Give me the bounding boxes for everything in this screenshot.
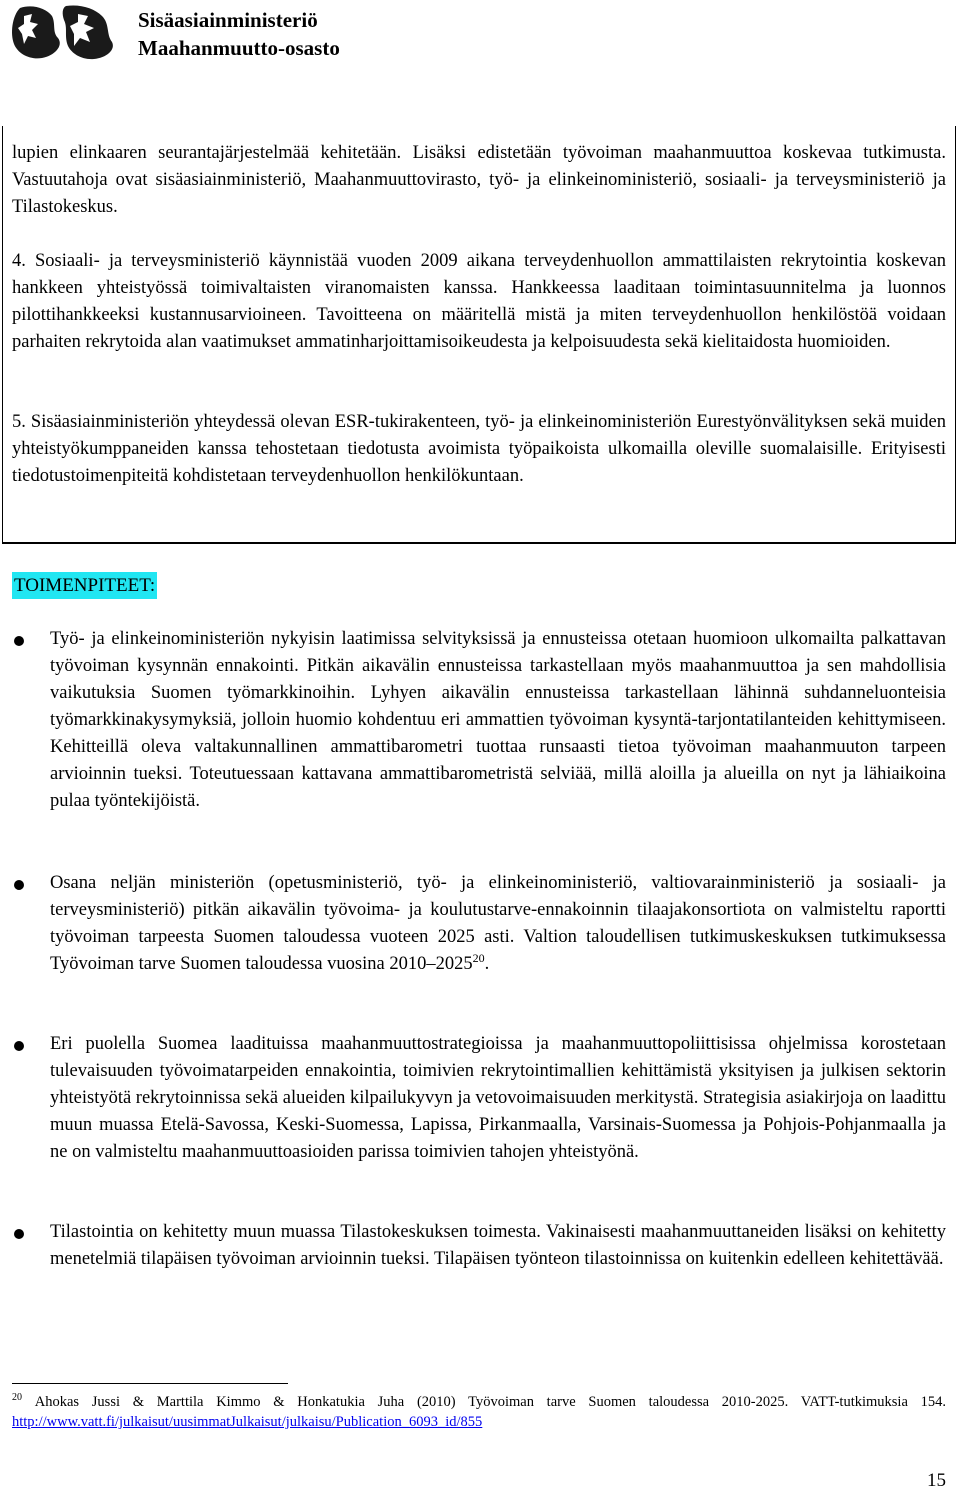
paragraph-item-5: 5. Sisäasiainministeriön yhteydessä olevan ESR-tukirakenteen, työ- ja elinkeinoministeriön Eurestyönvälityksen sekä muiden yhteistyökumppaneiden kanssa tehostetaan tiedotusta avoimista työpaikoista ulkomailla oleville suomalaisille. Erityisesti tiedotustoimenpiteitä kohdistetaan terveydenhuollon henkilökuntaan.: [12, 412, 946, 486]
bullet-item-4: Tilastointia on kehitetty muun muassa Tilastokeskuksen toimesta. Vakinaisesti maahanmuuttaneiden lisäksi on kehitetty menetelmiä tilapäisen työvoiman arvioinnin tueksi. Tilapäisen työnteon tilastoinnissa on kuitenkin edelleen kehitettävää.: [50, 1222, 946, 1269]
paragraph-item-4: 4. Sosiaali- ja terveysministeriö käynnistää vuoden 2009 aikana terveydenhuollon ammattilaisten rekrytointia koskevan hankkeen yhteistyössä toimivaltaisten viranomaisten kanssa. Hankkeessa laaditaan toimintasuunnitelma ja luonnos pilottihankkeeksi kustannusarvioineen. Tavoitteena on määritellä mistä ja miten terveydenhuollon henkilöstöä voidaan parhaiten rekrytoida alan vaatimukset ammatinharjoittamisoikeudesta ja kelpoisuudesta sekä kielitaidosta huomioiden.: [12, 251, 946, 352]
org-department: Maahanmuutto-osasto: [138, 36, 340, 60]
page-number: 15: [927, 1470, 946, 1491]
footnote-text: Ahokas Jussi & Marttila Kimmo & Honkatukia Juha (2010) Työvoiman tarve Suomen taloudessa 2010-2025. VATT-tutkimuksia 154.: [34, 1394, 947, 1410]
footnote: [12, 1392, 946, 1432]
bullet-item-2-end: .: [484, 954, 490, 974]
bullet-icon: [14, 880, 24, 890]
bullet-icon: [14, 1041, 24, 1051]
footnote-divider: [12, 1383, 288, 1384]
org-ministry: Sisäasiainministeriö: [138, 8, 318, 32]
footnote-number: 20: [12, 1392, 22, 1404]
paragraph-intro: lupien elinkaaren seurantajärjestelmää kehitetään. Lisäksi edistetään työvoiman maahanmuuttoa koskevaa tutkimusta. Vastuutahoja ovat sisäasiainministeriö, Maahanmuuttovirasto, työ- ja elinkeinoministeriö, sosiaali- ja terveysministeriö ja Tilastokeskus.: [12, 143, 946, 217]
ministry-logo: [2, 2, 128, 62]
bullet-item-1: Työ- ja elinkeinoministeriön nykyisin laatimissa selvityksissä ja ennusteissa otetaan huomioon ulkomailta palkattavan työvoiman kysynnän ennakointi. Pitkän aikavälin ennusteissa tarkastellaan myös maahanmuuttoa ja sen mahdollisia vaikutuksia Suomen työmarkkinoihin. Lyhyen aikavälin ennusteissa tarkastellaan lähinnä suhdanneluonteisia työmarkkinakysymyksiä, jolloin huomio kohdentuu eri ammattien työvoiman kysyntä-tarjontatilanteiden kehittymiseen. Kehitteillä oleva valtakunnallinen ammattibarometri tuottaa runsaasti tietoa työvoiman maahanmuuton tarpeen arvioinnin tueksi. Toteutuessaan kattavana ammattibarometristä selviää, millä aloilla ja alueilla on nyt ja lähiaikoina pulaa työntekijöistä.: [50, 629, 946, 811]
bullet-item-2-text: Osana neljän ministeriön (opetusministeriö, työ- ja elinkeinoministeriö, valtiovarainministeriö ja sosiaali- ja terveysministeriö) pitkän aikavälin työvoima- ja koulutustarve-ennakoinnin tilaajakonsortiota on valmisteltu raportti työvoiman tarpeesta Suomen taloudessa vuoteen 2025 asti. Valtion taloudellisen tutkimuskeskuksen tutkimuksessa Työvoiman tarve Suomen taloudessa vuosina 2010–2025: [50, 873, 946, 974]
organization-name: [138, 6, 340, 62]
bullet-icon: [14, 636, 24, 646]
bullet-item-2: [50, 870, 946, 978]
measures-heading: TOIMENPITEET:: [12, 572, 157, 599]
footnote-ref: 20: [472, 950, 485, 965]
bullet-item-3: Eri puolella Suomea laadituissa maahanmuuttostrategioissa ja maahanmuuttopoliittisissa ohjelmissa korostetaan tulevaisuuden työvoimatarpeiden ennakointia, toimivien rekrytointimallien kehittämistä yksityisen ja julkisen sektorin yhteistyötä rekrytoinnissa sekä alueiden kilpailukyvyn ja vetovoimaisuuden merkitystä. Strategisia asiakirjoja on laadittu muun muassa Etelä-Savossa, Keski-Suomessa, Lapissa, Pirkanmaalla, Varsinais-Suomessa ja Pohjois-Pohjanmaalla ja ne on valmisteltu maahanmuuttoasioiden parissa toimivien tahojen yhteistyönä.: [50, 1034, 947, 1162]
bullet-icon: [14, 1229, 24, 1239]
footnote-link[interactable]: http://www.vatt.fi/julkaisut/uusimmatJulkaisut/julkaisu/Publication_6093_id/855: [12, 1414, 483, 1430]
